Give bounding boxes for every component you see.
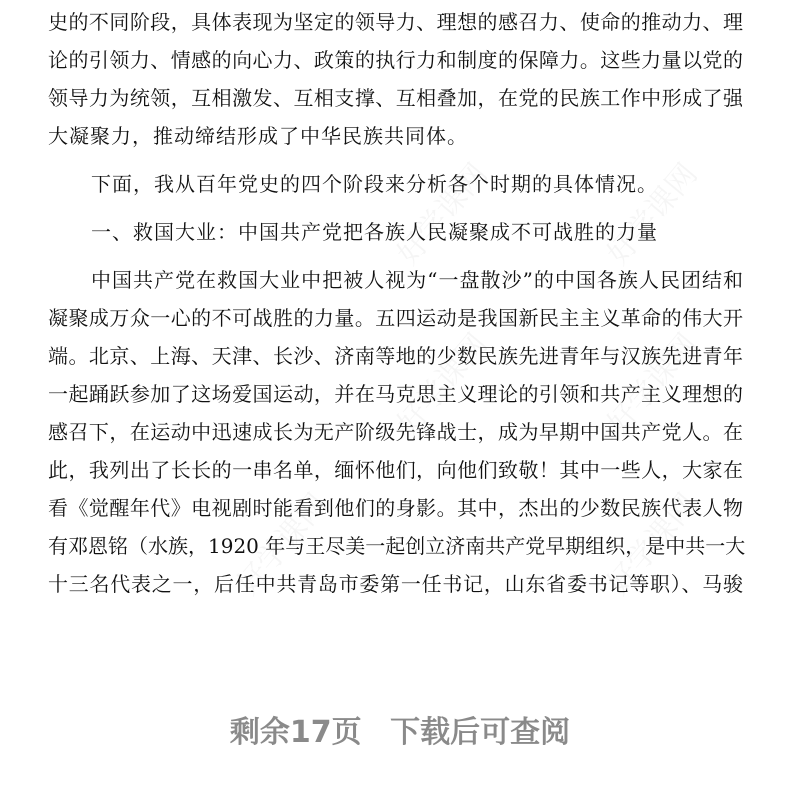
download-to-read-label: 下载后可查阅 [390, 715, 571, 750]
paragraph-overview: 下面，我从百年党史的四个阶段来分析各个时期的具体情况。 [91, 172, 658, 196]
text-line: 此，我列出了长长的一串名单，缅怀他们，向他们致敬！其中一些人，大家在 [48, 458, 743, 482]
remaining-pages-label: 剩余17页 [229, 715, 362, 750]
text-line: 端。北京、上海、天津、长沙、济南等地的少数民族先进青年与汉族先进青年 [48, 344, 743, 368]
text-line: 十三名代表之一，后任中共青岛市委第一任书记，山东省委书记等职）、马骏 [48, 572, 743, 596]
text-line: 感召下，在运动中迅速成长为无产阶级先锋战士，成为早期中国共产党人。在 [48, 420, 743, 444]
text-line: 凝聚成万众一心的不可战胜的力量。五四运动是我国新民主主义革命的伟大开 [48, 306, 743, 330]
section-heading: 一、救国大业：中国共产党把各族人民凝聚成不可战胜的力量 [91, 220, 658, 244]
text-line: 有邓恩铭（水族，1920 年与王尽美一起创立济南共产党早期组织，是中共一大 [48, 534, 746, 558]
text-line: 论的引领力、情感的向心力、政策的执行力和制度的保障力。这些力量以党的 [48, 48, 743, 72]
text-line: 看《觉醒年代》电视剧时能看到他们的身影。其中，杰出的少数民族代表人物 [48, 496, 743, 520]
text-line: 中国共产党在救国大业中把被人视为“一盘散沙”的中国各族人民团结和 [91, 268, 743, 292]
text-line: 大凝聚力，推动缔结形成了中华民族共同体。 [48, 124, 468, 148]
download-prompt[interactable] [0, 707, 800, 751]
text-line: 领导力为统领，互相激发、互相支撑、互相叠加，在党的民族工作中形成了强 [48, 86, 743, 110]
text-line: 一起踊跃参加了这场爱国运动，并在马克思主义理论的引领和共产主义理想的 [48, 382, 743, 406]
text-line: 史的不同阶段，具体表现为坚定的领导力、理想的感召力、使命的推动力、理 [48, 10, 743, 34]
